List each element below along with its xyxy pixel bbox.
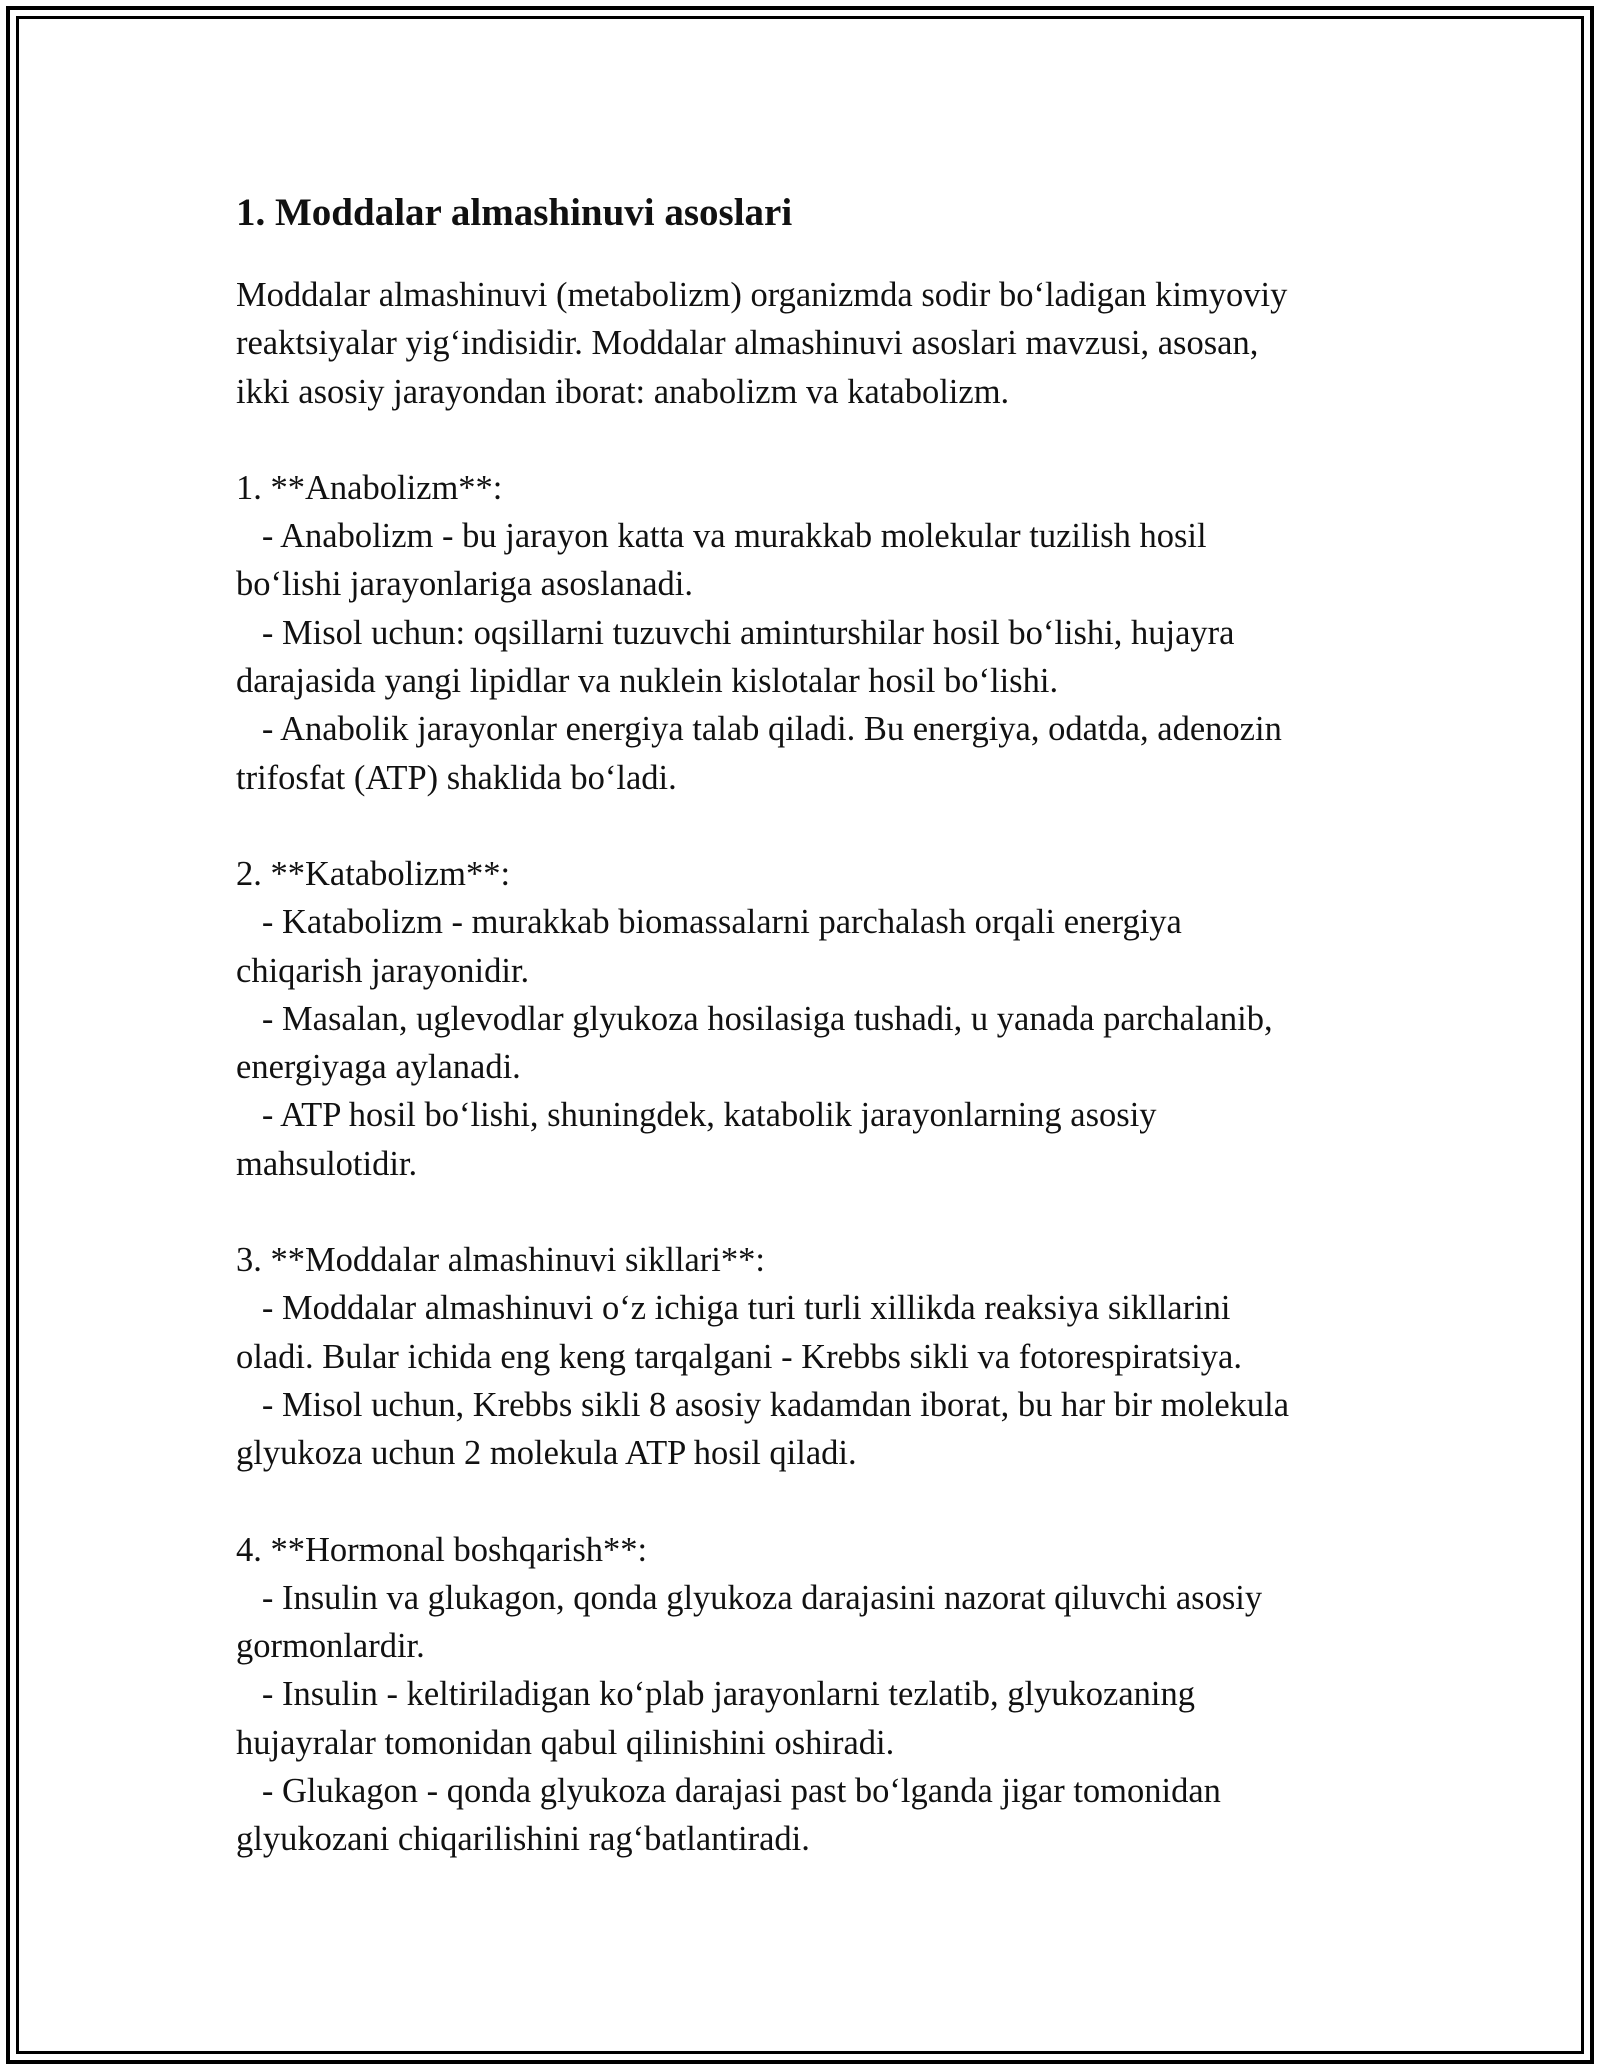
section-katabolizm: [236, 850, 1366, 1188]
text-line: - Insulin va glukagon, qonda glyukoza darajasini nazorat qiluvchi asosiy: [236, 1578, 1263, 1617]
text-line: - ATP hosil bo‘lishi, shuningdek, katabolik jarayonlarning asosiy: [236, 1096, 1157, 1135]
document-body: [236, 185, 1366, 1864]
text-line: - Katabolizm - murakkab biomassalarni parchalash orqali energiya: [236, 903, 1182, 942]
section-heading: 3. **Moddalar almashinuvi sikllari**:: [236, 1241, 765, 1280]
text-line: ikki asosiy jarayondan iborat: anabolizm va katabolizm.: [236, 372, 1010, 411]
intro-paragraph: [236, 271, 1366, 416]
section-anabolizm: [236, 464, 1366, 802]
section-heading: 2. **Katabolizm**:: [236, 854, 511, 893]
section-sikllar: [236, 1236, 1366, 1477]
text-line: - Misol uchun, Krebbs sikli 8 asosiy kadamdan iborat, bu har bir molekula: [236, 1385, 1290, 1424]
text-line: glyukozani chiqarilishini rag‘batlantiradi.: [236, 1820, 810, 1859]
section-hormonal: [236, 1526, 1366, 1864]
text-line: reaktsiyalar yig‘indisidir. Moddalar almashinuvi asoslari mavzusi, asosan,: [236, 324, 1259, 363]
text-line: chiqarish jarayonidir.: [236, 951, 530, 990]
document-title: 1. Moddalar almashinuvi asoslari: [236, 191, 793, 234]
text-line: Moddalar almashinuvi (metabolizm) organizmda sodir bo‘ladigan kimyoviy: [236, 276, 1288, 314]
text-line: - Moddalar almashinuvi o‘z ichiga turi turli xillikda reaksiya sikllarini: [236, 1289, 1231, 1328]
text-line: darajasida yangi lipidlar va nuklein kislotalar hosil bo‘lishi.: [236, 662, 1059, 701]
text-line: oladi. Bular ichida eng keng tarqalgani - Krebbs sikli va fotorespiratsiya.: [236, 1337, 1242, 1376]
text-line: trifosfat (ATP) shaklida bo‘ladi.: [236, 758, 677, 797]
text-line: gormonlardir.: [236, 1627, 425, 1666]
section-heading: 4. **Hormonal boshqarish**:: [236, 1530, 648, 1569]
text-line: - Misol uchun: oqsillarni tuzuvchi aminturshilar hosil bo‘lishi, hujayra: [236, 613, 1235, 652]
text-line: - Insulin - keltiriladigan ko‘plab jarayonlarni tezlatib, glyukozaning: [236, 1675, 1196, 1714]
text-line: - Masalan, uglevodlar glyukoza hosilasiga tushadi, u yanada parchalanib,: [236, 999, 1273, 1038]
text-line: - Anabolizm - bu jarayon katta va murakkab molekular tuzilish hosil: [236, 517, 1207, 556]
text-line: glyukoza uchun 2 molekula ATP hosil qiladi.: [236, 1434, 857, 1473]
text-line: hujayralar tomonidan qabul qilinishini oshiradi.: [236, 1723, 895, 1762]
section-heading: 1. **Anabolizm**:: [236, 468, 503, 507]
text-line: mahsulotidir.: [236, 1144, 418, 1183]
text-line: energiyaga aylanadi.: [236, 1048, 521, 1087]
text-line: - Glukagon - qonda glyukoza darajasi past bo‘lganda jigar tomonidan: [236, 1772, 1221, 1811]
text-line: - Anabolik jarayonlar energiya talab qiladi. Bu energiya, odatda, adenozin: [236, 710, 1282, 749]
text-line: bo‘lishi jarayonlariga asoslanadi.: [236, 565, 693, 604]
